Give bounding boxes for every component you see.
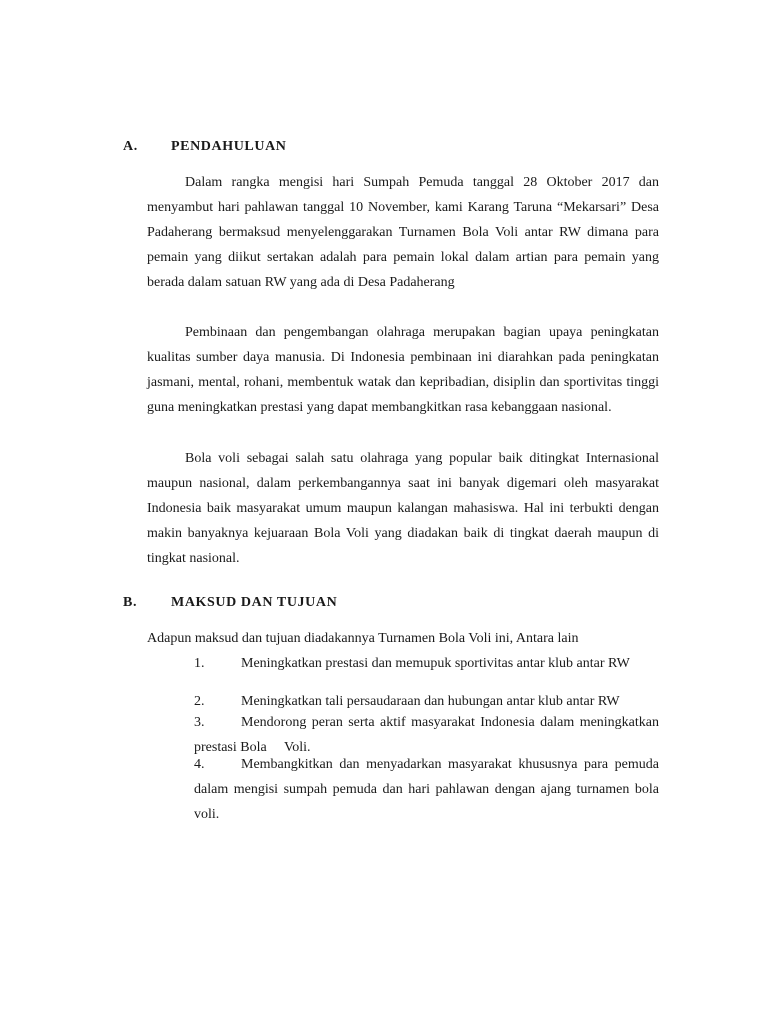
section-b-heading (123, 595, 337, 611)
list-item (194, 651, 659, 676)
section-b-title: MAKSUD DAN TUJUAN (171, 595, 338, 610)
list-item-text: Meningkatkan tali persaudaraan dan hubungan antar klub antar RW (241, 694, 620, 709)
list-item-text: Membangkitkan dan menyadarkan masyarakat khususnya para pemuda dalam mengisi sumpah pemuda dan hari pahlawan dengan ajang turnamen bola voli. (194, 757, 659, 822)
list-item-number: 2. (194, 694, 205, 709)
section-a-title: PENDAHULUAN (171, 139, 287, 154)
section-b-letter: B. (123, 595, 138, 610)
list-item-number: 4. (194, 757, 205, 772)
section-a-heading (123, 139, 287, 155)
section-a-paragraph-1: Dalam rangka mengisi hari Sumpah Pemuda tanggal 28 Oktober 2017 dan menyambut hari pahlawan tanggal 10 November, kami Karang Taruna “Mekarsari” Desa Padaherang bermaksud menyelenggarakan Turnamen Bola Voli antar RW dimana para pemain yang diikut sertakan adalah para pemain lokal dalam artian para pemain yang berada dalam satuan RW yang ada di Desa Padaherang (147, 175, 659, 290)
section-a-paragraph-2: Pembinaan dan pengembangan olahraga merupakan bagian upaya peningkatan kualitas sumber daya manusia. Di Indonesia pembinaan ini diarahkan pada peningkatan jasmani, mental, rohani, membentuk watak dan kepribadian, disiplin dan sportivitas tinggi guna meningkatkan prestasi yang dapat membangkitkan rasa kebanggaan nasional. (147, 325, 659, 415)
list-item-text: Meningkatkan prestasi dan memupuk sportivitas antar klub antar RW (241, 656, 630, 671)
list-item-number: 3. (194, 715, 205, 730)
section-a-paragraph-3: Bola voli sebagai salah satu olahraga yang popular baik ditingkat Internasional maupun nasional, dalam perkembangannya saat ini banyak digemari oleh masyarakat Indonesia baik masyarakat umum maupun kalangan mahasiswa. Hal ini terbukti dengan makin banyaknya kejuaraan Bola Voli yang diadakan baik di tingkat daerah maupun di tingkat nasional. (147, 451, 659, 566)
list-item-text: Mendorong peran serta aktif masyarakat Indonesia dalam meningkatkan prestasi Bola Voli. (194, 715, 663, 755)
section-b-intro: Adapun maksud dan tujuan diadakannya Turnamen Bola Voli ini, Antara lain (147, 631, 579, 646)
list-item (194, 692, 659, 712)
section-a-letter: A. (123, 139, 138, 154)
list-item-number: 1. (194, 656, 205, 671)
list-item (194, 752, 659, 827)
